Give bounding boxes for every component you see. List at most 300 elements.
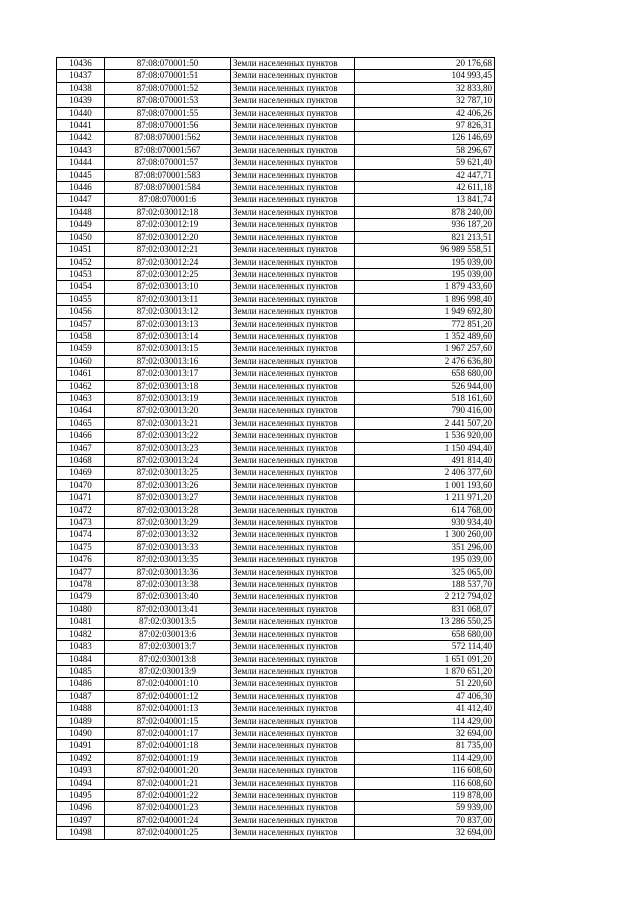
table-row [57, 132, 495, 144]
land-category-cell: Земли населенных пунктов [231, 293, 355, 305]
land-category-cell: Земли населенных пунктов [231, 380, 355, 392]
table-row [57, 579, 495, 591]
cadastral-value-cell: 188 537,70 [355, 579, 495, 591]
cadastral-number-cell: 87:02:040001:13 [105, 703, 231, 715]
land-category-cell: Земли населенных пунктов [231, 442, 355, 454]
cadastral-number-cell: 87:02:030013:9 [105, 665, 231, 677]
land-category-cell: Земли населенных пунктов [231, 603, 355, 615]
table-row [57, 628, 495, 640]
land-category-cell: Земли населенных пунктов [231, 814, 355, 826]
land-category-cell: Земли населенных пунктов [231, 256, 355, 268]
row-number-cell: 10485 [57, 665, 105, 677]
land-category-cell: Земли населенных пунктов [231, 566, 355, 578]
table-row [57, 777, 495, 789]
row-number-cell: 10459 [57, 343, 105, 355]
cadastral-value-cell: 2 441 507,20 [355, 417, 495, 429]
cadastral-number-cell: 87:02:030013:17 [105, 368, 231, 380]
table-row [57, 504, 495, 516]
cadastral-value-cell: 930 934,40 [355, 517, 495, 529]
cadastral-number-cell: 87:08:070001:53 [105, 95, 231, 107]
land-category-cell: Земли населенных пунктов [231, 95, 355, 107]
land-category-cell: Земли населенных пунктов [231, 417, 355, 429]
cadastral-value-cell: 20 176,68 [355, 58, 495, 70]
row-number-cell: 10486 [57, 678, 105, 690]
cadastral-number-cell: 87:02:030013:40 [105, 591, 231, 603]
land-category-cell: Земли населенных пунктов [231, 182, 355, 194]
cadastral-number-cell: 87:08:070001:50 [105, 58, 231, 70]
land-category-cell: Земли населенных пунктов [231, 479, 355, 491]
row-number-cell: 10477 [57, 566, 105, 578]
land-category-cell: Земли населенных пунктов [231, 703, 355, 715]
table-row [57, 442, 495, 454]
row-number-cell: 10439 [57, 95, 105, 107]
table-row [57, 566, 495, 578]
row-number-cell: 10443 [57, 144, 105, 156]
land-category-cell: Земли населенных пунктов [231, 120, 355, 132]
table-row [57, 603, 495, 615]
cadastral-number-cell: 87:02:040001:15 [105, 715, 231, 727]
cadastral-number-cell: 87:02:040001:22 [105, 789, 231, 801]
row-number-cell: 10436 [57, 58, 105, 70]
cadastral-number-cell: 87:02:030012:18 [105, 206, 231, 218]
table-row [57, 653, 495, 665]
row-number-cell: 10497 [57, 814, 105, 826]
cadastral-number-cell: 87:02:030013:7 [105, 641, 231, 653]
row-number-cell: 10474 [57, 529, 105, 541]
cadastral-value-cell: 772 851,20 [355, 318, 495, 330]
land-category-cell: Земли населенных пунктов [231, 318, 355, 330]
table-row [57, 182, 495, 194]
land-category-cell: Земли населенных пунктов [231, 392, 355, 404]
land-category-cell: Земли населенных пунктов [231, 653, 355, 665]
cadastral-value-cell: 47 406,30 [355, 690, 495, 702]
land-category-cell: Земли населенных пунктов [231, 517, 355, 529]
cadastral-number-cell: 87:02:030012:19 [105, 219, 231, 231]
table-row [57, 120, 495, 132]
row-number-cell: 10465 [57, 417, 105, 429]
land-category-cell: Земли населенных пунктов [231, 281, 355, 293]
cadastral-value-cell: 195 039,00 [355, 256, 495, 268]
cadastral-number-cell: 87:02:030013:28 [105, 504, 231, 516]
cadastral-value-cell: 1 150 494,40 [355, 442, 495, 454]
land-category-cell: Земли населенных пунктов [231, 628, 355, 640]
row-number-cell: 10472 [57, 504, 105, 516]
cadastral-number-cell: 87:02:030013:18 [105, 380, 231, 392]
cadastral-number-cell: 87:02:040001:20 [105, 765, 231, 777]
land-category-cell: Земли населенных пунктов [231, 455, 355, 467]
table-row [57, 268, 495, 280]
cadastral-value-cell: 658 680,00 [355, 628, 495, 640]
cadastral-value-cell: 13 286 550,25 [355, 616, 495, 628]
cadastral-value-cell: 58 296,67 [355, 144, 495, 156]
land-category-cell: Земли населенных пунктов [231, 492, 355, 504]
cadastral-number-cell: 87:08:070001:6 [105, 194, 231, 206]
row-number-cell: 10487 [57, 690, 105, 702]
cadastral-value-cell: 1 300 260,00 [355, 529, 495, 541]
row-number-cell: 10446 [57, 182, 105, 194]
land-category-cell: Земли населенных пунктов [231, 107, 355, 119]
table-row [57, 665, 495, 677]
cadastral-value-cell: 119 878,00 [355, 789, 495, 801]
row-number-cell: 10496 [57, 802, 105, 814]
cadastral-value-cell: 41 412,40 [355, 703, 495, 715]
cadastral-value-cell: 1 870 651,20 [355, 665, 495, 677]
land-category-cell: Земли населенных пунктов [231, 715, 355, 727]
cadastral-number-cell: 87:02:030013:32 [105, 529, 231, 541]
cadastral-number-cell: 87:08:070001:55 [105, 107, 231, 119]
land-category-cell: Земли населенных пунктов [231, 467, 355, 479]
table-row [57, 244, 495, 256]
cadastral-value-cell: 1 896 998,40 [355, 293, 495, 305]
row-number-cell: 10453 [57, 268, 105, 280]
cadastral-value-cell: 1 536 920,00 [355, 430, 495, 442]
table-row [57, 318, 495, 330]
table-row [57, 281, 495, 293]
table-row [57, 752, 495, 764]
cadastral-value-cell: 97 826,31 [355, 120, 495, 132]
table-row [57, 392, 495, 404]
cadastral-value-cell: 1 879 433,60 [355, 281, 495, 293]
land-category-cell: Земли населенных пунктов [231, 591, 355, 603]
cadastral-value-cell: 195 039,00 [355, 268, 495, 280]
cadastral-value-cell: 32 833,80 [355, 82, 495, 94]
cadastral-number-cell: 87:02:040001:25 [105, 827, 231, 839]
row-number-cell: 10450 [57, 231, 105, 243]
table-row [57, 802, 495, 814]
cadastral-number-cell: 87:02:030012:24 [105, 256, 231, 268]
cadastral-number-cell: 87:02:030013:10 [105, 281, 231, 293]
land-category-cell: Земли населенных пунктов [231, 554, 355, 566]
row-number-cell: 10458 [57, 330, 105, 342]
land-registry-table [56, 57, 495, 840]
row-number-cell: 10462 [57, 380, 105, 392]
cadastral-value-cell: 116 608,60 [355, 777, 495, 789]
cadastral-value-cell: 126 146,69 [355, 132, 495, 144]
table-row [57, 58, 495, 70]
cadastral-number-cell: 87:02:040001:23 [105, 802, 231, 814]
land-category-cell: Земли населенных пунктов [231, 827, 355, 839]
cadastral-number-cell: 87:08:070001:567 [105, 144, 231, 156]
row-number-cell: 10488 [57, 703, 105, 715]
cadastral-number-cell: 87:02:040001:17 [105, 727, 231, 739]
table-row [57, 157, 495, 169]
row-number-cell: 10491 [57, 740, 105, 752]
row-number-cell: 10451 [57, 244, 105, 256]
cadastral-value-cell: 81 735,00 [355, 740, 495, 752]
cadastral-value-cell: 1 651 091,20 [355, 653, 495, 665]
land-category-cell: Земли населенных пунктов [231, 727, 355, 739]
cadastral-value-cell: 831 068,07 [355, 603, 495, 615]
cadastral-value-cell: 116 608,60 [355, 765, 495, 777]
table-row [57, 765, 495, 777]
table-row [57, 529, 495, 541]
row-number-cell: 10470 [57, 479, 105, 491]
table-row [57, 144, 495, 156]
cadastral-number-cell: 87:02:030013:26 [105, 479, 231, 491]
row-number-cell: 10438 [57, 82, 105, 94]
land-category-cell: Земли населенных пунктов [231, 132, 355, 144]
cadastral-number-cell: 87:02:030013:8 [105, 653, 231, 665]
table-row [57, 380, 495, 392]
row-number-cell: 10455 [57, 293, 105, 305]
cadastral-value-cell: 790 416,00 [355, 405, 495, 417]
table-row [57, 219, 495, 231]
row-number-cell: 10441 [57, 120, 105, 132]
cadastral-number-cell: 87:08:070001:52 [105, 82, 231, 94]
cadastral-number-cell: 87:08:070001:51 [105, 70, 231, 82]
cadastral-number-cell: 87:02:040001:21 [105, 777, 231, 789]
row-number-cell: 10467 [57, 442, 105, 454]
cadastral-number-cell: 87:02:030013:15 [105, 343, 231, 355]
cadastral-value-cell: 1 211 971,20 [355, 492, 495, 504]
cadastral-number-cell: 87:02:030012:21 [105, 244, 231, 256]
row-number-cell: 10476 [57, 554, 105, 566]
row-number-cell: 10463 [57, 392, 105, 404]
table-row [57, 814, 495, 826]
row-number-cell: 10448 [57, 206, 105, 218]
table-row [57, 330, 495, 342]
cadastral-value-cell: 70 837,00 [355, 814, 495, 826]
row-number-cell: 10483 [57, 641, 105, 653]
cadastral-number-cell: 87:08:070001:56 [105, 120, 231, 132]
row-number-cell: 10481 [57, 616, 105, 628]
cadastral-value-cell: 821 213,51 [355, 231, 495, 243]
cadastral-value-cell: 572 114,40 [355, 641, 495, 653]
land-category-cell: Земли населенных пунктов [231, 144, 355, 156]
row-number-cell: 10447 [57, 194, 105, 206]
cadastral-number-cell: 87:02:030013:6 [105, 628, 231, 640]
land-category-cell: Земли населенных пунктов [231, 58, 355, 70]
table-row [57, 306, 495, 318]
row-number-cell: 10449 [57, 219, 105, 231]
cadastral-value-cell: 42 611,18 [355, 182, 495, 194]
table-row [57, 430, 495, 442]
land-category-cell: Земли населенных пунктов [231, 368, 355, 380]
table-row [57, 417, 495, 429]
cadastral-value-cell: 491 814,40 [355, 455, 495, 467]
cadastral-number-cell: 87:02:030013:36 [105, 566, 231, 578]
row-number-cell: 10460 [57, 355, 105, 367]
row-number-cell: 10452 [57, 256, 105, 268]
table-row [57, 368, 495, 380]
cadastral-value-cell: 878 240,00 [355, 206, 495, 218]
cadastral-value-cell: 32 787,10 [355, 95, 495, 107]
cadastral-value-cell: 2 406 377,60 [355, 467, 495, 479]
land-category-cell: Земли населенных пунктов [231, 616, 355, 628]
land-category-cell: Земли населенных пунктов [231, 157, 355, 169]
row-number-cell: 10456 [57, 306, 105, 318]
land-category-cell: Земли населенных пунктов [231, 765, 355, 777]
row-number-cell: 10473 [57, 517, 105, 529]
cadastral-number-cell: 87:02:030012:20 [105, 231, 231, 243]
table-row [57, 740, 495, 752]
table-row [57, 293, 495, 305]
cadastral-value-cell: 614 768,00 [355, 504, 495, 516]
cadastral-number-cell: 87:02:030013:12 [105, 306, 231, 318]
cadastral-value-cell: 32 694,00 [355, 727, 495, 739]
cadastral-number-cell: 87:02:030013:29 [105, 517, 231, 529]
table-row [57, 554, 495, 566]
cadastral-number-cell: 87:02:030012:25 [105, 268, 231, 280]
table-row [57, 467, 495, 479]
table-row [57, 95, 495, 107]
row-number-cell: 10468 [57, 455, 105, 467]
cadastral-number-cell: 87:08:070001:57 [105, 157, 231, 169]
table-row [57, 715, 495, 727]
cadastral-number-cell: 87:02:030013:41 [105, 603, 231, 615]
cadastral-number-cell: 87:02:030013:24 [105, 455, 231, 467]
table-row [57, 678, 495, 690]
row-number-cell: 10440 [57, 107, 105, 119]
land-category-cell: Земли населенных пунктов [231, 430, 355, 442]
cadastral-value-cell: 96 989 558,51 [355, 244, 495, 256]
cadastral-number-cell: 87:02:030013:23 [105, 442, 231, 454]
row-number-cell: 10479 [57, 591, 105, 603]
table-row [57, 690, 495, 702]
cadastral-number-cell: 87:02:030013:27 [105, 492, 231, 504]
row-number-cell: 10461 [57, 368, 105, 380]
land-category-cell: Земли населенных пунктов [231, 169, 355, 181]
cadastral-value-cell: 195 039,00 [355, 554, 495, 566]
table-row [57, 479, 495, 491]
row-number-cell: 10490 [57, 727, 105, 739]
land-category-cell: Земли населенных пунктов [231, 740, 355, 752]
land-category-cell: Земли населенных пунктов [231, 789, 355, 801]
table-row [57, 789, 495, 801]
row-number-cell: 10494 [57, 777, 105, 789]
cadastral-value-cell: 2 476 636,80 [355, 355, 495, 367]
cadastral-number-cell: 87:02:030013:21 [105, 417, 231, 429]
row-number-cell: 10442 [57, 132, 105, 144]
row-number-cell: 10445 [57, 169, 105, 181]
land-category-cell: Земли населенных пунктов [231, 82, 355, 94]
land-category-cell: Земли населенных пунктов [231, 244, 355, 256]
cadastral-number-cell: 87:02:040001:10 [105, 678, 231, 690]
table-row [57, 206, 495, 218]
table-row [57, 256, 495, 268]
cadastral-number-cell: 87:02:030013:14 [105, 330, 231, 342]
cadastral-value-cell: 2 212 794,02 [355, 591, 495, 603]
cadastral-value-cell: 114 429,00 [355, 715, 495, 727]
row-number-cell: 10457 [57, 318, 105, 330]
table-row [57, 455, 495, 467]
row-number-cell: 10444 [57, 157, 105, 169]
cadastral-number-cell: 87:02:030013:25 [105, 467, 231, 479]
row-number-cell: 10498 [57, 827, 105, 839]
land-category-cell: Земли населенных пунктов [231, 641, 355, 653]
row-number-cell: 10495 [57, 789, 105, 801]
cadastral-value-cell: 59 939,00 [355, 802, 495, 814]
row-number-cell: 10493 [57, 765, 105, 777]
cadastral-value-cell: 526 944,00 [355, 380, 495, 392]
land-category-cell: Земли населенных пунктов [231, 206, 355, 218]
table-row [57, 641, 495, 653]
land-category-cell: Земли населенных пунктов [231, 405, 355, 417]
cadastral-value-cell: 13 841,74 [355, 194, 495, 206]
cadastral-value-cell: 518 161,60 [355, 392, 495, 404]
land-category-cell: Земли населенных пунктов [231, 330, 355, 342]
land-category-cell: Земли населенных пунктов [231, 665, 355, 677]
table-row [57, 343, 495, 355]
land-category-cell: Земли населенных пунктов [231, 690, 355, 702]
cadastral-number-cell: 87:08:070001:584 [105, 182, 231, 194]
cadastral-number-cell: 87:02:030013:38 [105, 579, 231, 591]
cadastral-number-cell: 87:02:030013:22 [105, 430, 231, 442]
row-number-cell: 10478 [57, 579, 105, 591]
table-row [57, 616, 495, 628]
row-number-cell: 10454 [57, 281, 105, 293]
table-row [57, 194, 495, 206]
cadastral-value-cell: 32 694,00 [355, 827, 495, 839]
cadastral-number-cell: 87:02:030013:35 [105, 554, 231, 566]
cadastral-number-cell: 87:08:070001:583 [105, 169, 231, 181]
table-row [57, 355, 495, 367]
cadastral-number-cell: 87:02:030013:20 [105, 405, 231, 417]
land-category-cell: Земли населенных пунктов [231, 678, 355, 690]
table-row [57, 541, 495, 553]
land-category-cell: Земли населенных пунктов [231, 306, 355, 318]
land-category-cell: Земли населенных пунктов [231, 194, 355, 206]
cadastral-value-cell: 42 406,26 [355, 107, 495, 119]
cadastral-number-cell: 87:02:030013:16 [105, 355, 231, 367]
row-number-cell: 10484 [57, 653, 105, 665]
cadastral-value-cell: 42 447,71 [355, 169, 495, 181]
row-number-cell: 10482 [57, 628, 105, 640]
cadastral-value-cell: 351 296,00 [355, 541, 495, 553]
table-row [57, 727, 495, 739]
row-number-cell: 10475 [57, 541, 105, 553]
cadastral-value-cell: 936 187,20 [355, 219, 495, 231]
table-row [57, 231, 495, 243]
cadastral-number-cell: 87:02:030013:19 [105, 392, 231, 404]
row-number-cell: 10469 [57, 467, 105, 479]
cadastral-value-cell: 658 680,00 [355, 368, 495, 380]
row-number-cell: 10489 [57, 715, 105, 727]
cadastral-number-cell: 87:02:030013:11 [105, 293, 231, 305]
row-number-cell: 10464 [57, 405, 105, 417]
land-category-cell: Земли населенных пунктов [231, 231, 355, 243]
cadastral-value-cell: 1 949 692,80 [355, 306, 495, 318]
row-number-cell: 10480 [57, 603, 105, 615]
land-category-cell: Земли населенных пунктов [231, 268, 355, 280]
land-category-cell: Земли населенных пунктов [231, 529, 355, 541]
cadastral-number-cell: 87:02:030013:13 [105, 318, 231, 330]
cadastral-value-cell: 1 967 257,60 [355, 343, 495, 355]
land-category-cell: Земли населенных пунктов [231, 355, 355, 367]
cadastral-value-cell: 1 352 489,60 [355, 330, 495, 342]
land-category-cell: Земли населенных пунктов [231, 541, 355, 553]
cadastral-value-cell: 114 429,00 [355, 752, 495, 764]
row-number-cell: 10471 [57, 492, 105, 504]
land-category-cell: Земли населенных пунктов [231, 777, 355, 789]
cadastral-value-cell: 51 220,60 [355, 678, 495, 690]
table-row [57, 703, 495, 715]
cadastral-value-cell: 104 993,45 [355, 70, 495, 82]
cadastral-number-cell: 87:02:040001:19 [105, 752, 231, 764]
land-category-cell: Земли населенных пунктов [231, 802, 355, 814]
table-row [57, 107, 495, 119]
cadastral-value-cell: 59 621,40 [355, 157, 495, 169]
land-category-cell: Земли населенных пунктов [231, 343, 355, 355]
table-row [57, 405, 495, 417]
land-category-cell: Земли населенных пунктов [231, 219, 355, 231]
table-row [57, 169, 495, 181]
land-category-cell: Земли населенных пунктов [231, 70, 355, 82]
row-number-cell: 10492 [57, 752, 105, 764]
row-number-cell: 10437 [57, 70, 105, 82]
table-row [57, 827, 495, 839]
cadastral-number-cell: 87:02:030013:33 [105, 541, 231, 553]
